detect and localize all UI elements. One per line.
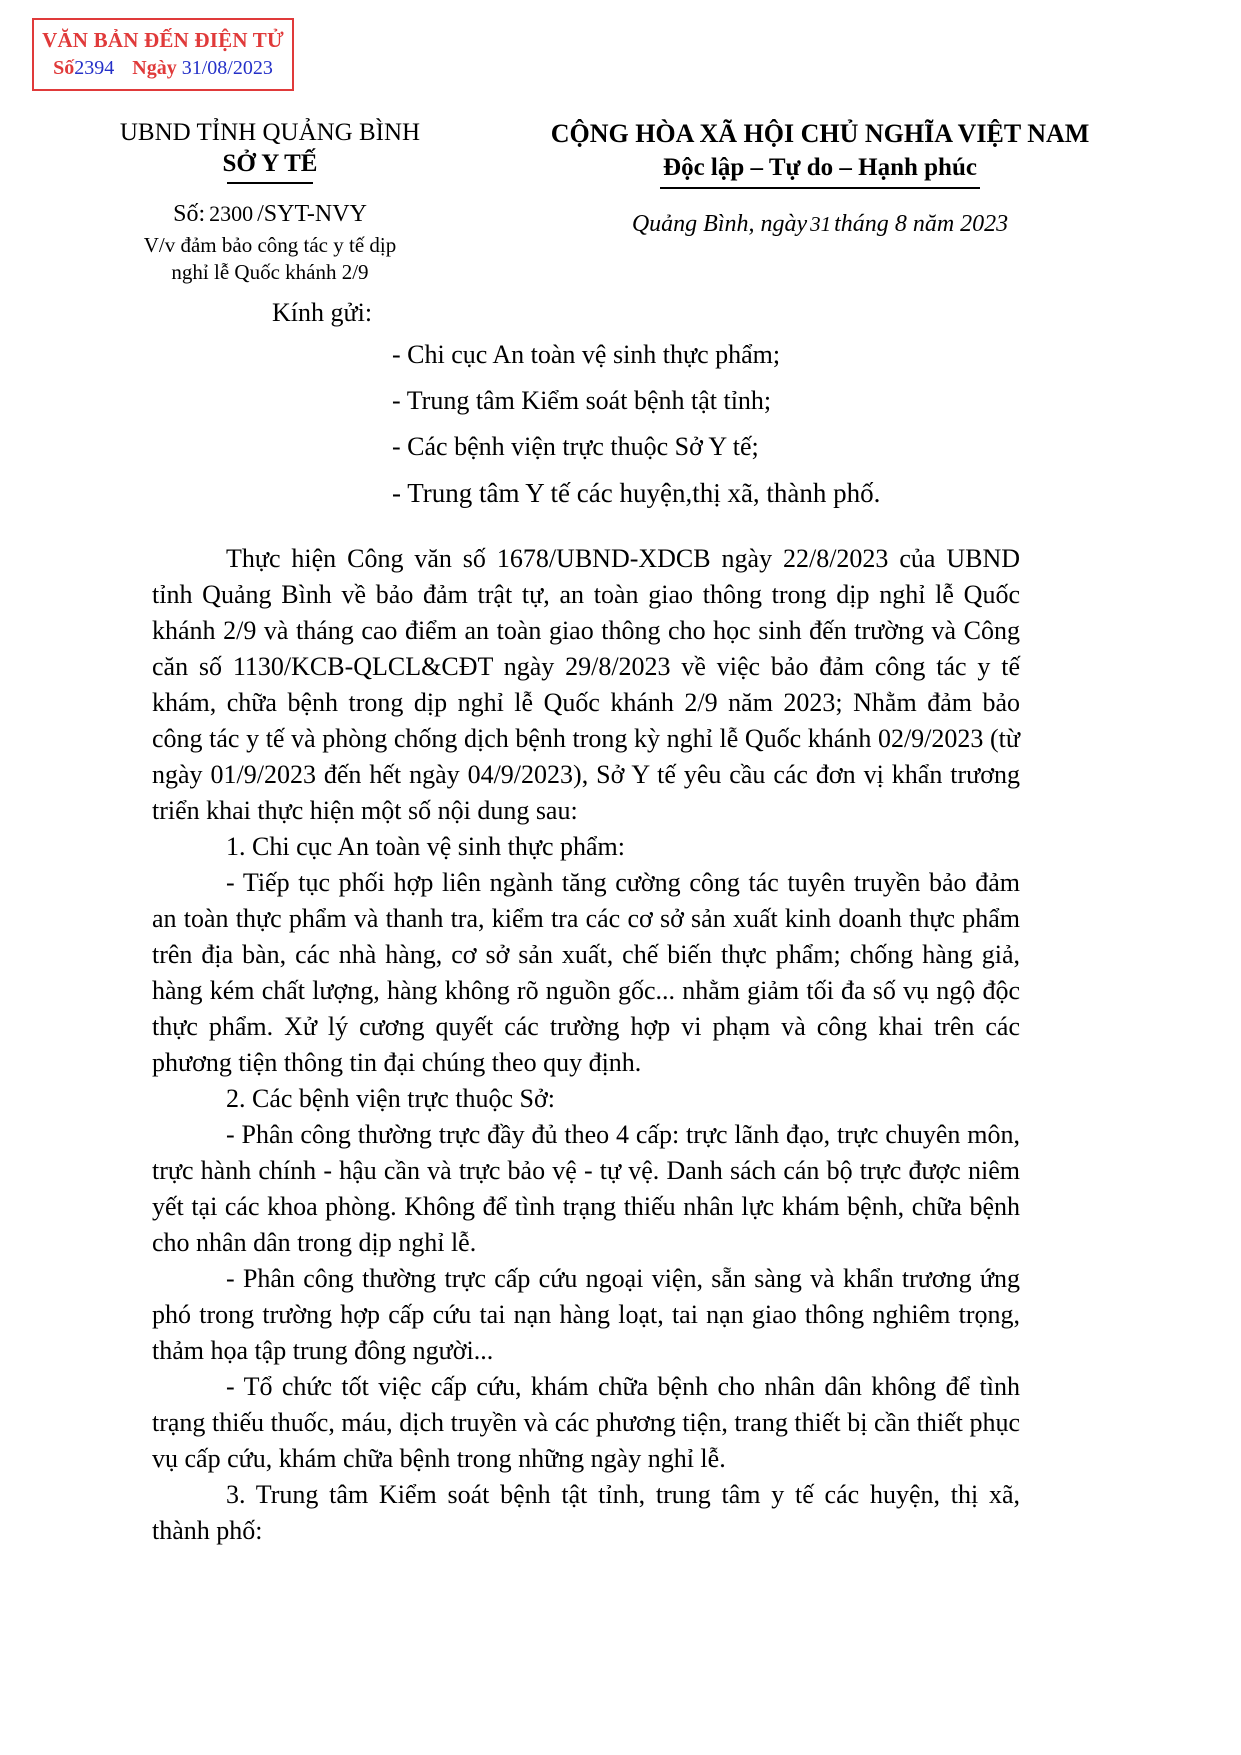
stamp-number-date-row bbox=[40, 56, 286, 81]
date-month: 8 bbox=[894, 210, 907, 237]
body-paragraph: Thực hiện Công văn số 1678/UBND-XDCB ngày 22/8/2023 của UBND tỉnh Quảng Bình về bảo đảm trật tự, an toàn giao thông trong dịp nghỉ lễ Quốc khánh 2/9 và tháng cao điểm an toàn giao thông cho học sinh đến trường và Công căn số 1130/KCB-QLCL&CĐT ngày 29/8/2023 về việc bảo đảm công tác y tế khám, chữa bệnh trong dịp nghỉ lễ Quốc khánh 2/9 năm 2023; Nhằm đảm bảo công tác y tế và phòng chống dịch bệnh trong kỳ nghỉ lễ Quốc khánh 02/9/2023 (từ ngày 01/9/2023 đến hết ngày 04/9/2023), Sở Y tế yêu cầu các đơn vị khẩn trương triển khai thực hiện một số nội dung sau: bbox=[152, 544, 1020, 825]
header-right-column bbox=[470, 118, 1170, 238]
list-item: - Trung tâm Y tế các huyện,thị xã, thành phố. bbox=[392, 478, 881, 508]
document-number-value: 2300 bbox=[209, 201, 254, 226]
document-subject-line-2: nghỉ lễ Quốc khánh 2/9 bbox=[171, 260, 369, 285]
recipients-list bbox=[392, 342, 1241, 507]
body-paragraph: 1. Chi cục An toàn vệ sinh thực phẩm: bbox=[226, 832, 625, 861]
body-paragraph: 3. Trung tâm Kiểm soát bệnh tật tỉnh, trung tâm y tế các huyện, thị xã, thành phố: bbox=[152, 1480, 1020, 1545]
document-subject bbox=[70, 232, 470, 287]
national-title: CỘNG HÒA XÃ HỘI CHỦ NGHĨA VIỆT NAM bbox=[550, 119, 1090, 148]
header-left-column bbox=[0, 118, 470, 287]
stamp-number-label: Số bbox=[53, 57, 75, 80]
body-paragraph: - Phân công thường trực đầy đủ theo 4 cấp: trực lãnh đạo, trực chuyên môn, trực hành chính - hậu cần và trực bảo vệ - tự vệ. Danh sách cán bộ trực được niêm yết tại các khoa phòng. Không để tình trạng thiếu nhân lực khám bệnh, chữa bệnh cho nhân dân trong dịp nghỉ lễ. bbox=[152, 1120, 1020, 1257]
stamp-title: VĂN BẢN ĐẾN ĐIỆN TỬ bbox=[42, 28, 284, 52]
date-year: 2023 bbox=[960, 210, 1009, 237]
place-prefix: Quảng Bình, ngày bbox=[631, 210, 808, 237]
list-item: - Các bệnh viện trực thuộc Sở Y tế; bbox=[392, 432, 759, 461]
body-paragraph: 2. Các bệnh viện trực thuộc Sở: bbox=[226, 1084, 555, 1113]
month-label: tháng bbox=[834, 210, 889, 237]
body-paragraph: - Tiếp tục phối hợp liên ngành tăng cường công tác tuyên truyền bảo đảm an toàn thực phẩm và thanh tra, kiểm tra các cơ sở sản xuất kinh doanh thực phẩm trên địa bàn, các nhà hàng, cơ sở sản xuất, chế biến thực phẩm; chống hàng giả, hàng kém chất lượng, hàng không rõ nguồn gốc... nhằm giảm tối đa số vụ ngộ độc thực phẩm. Xử lý cương quyết các trường hợp vi phạm và công khai trên các phương tiện thông tin đại chúng theo quy định. bbox=[152, 868, 1020, 1077]
date-day: 31 bbox=[810, 211, 832, 236]
document-number-suffix: /SYT-NVY bbox=[257, 201, 367, 227]
stamp-date-value: 31/08/2023 bbox=[181, 57, 273, 80]
place-and-date bbox=[470, 211, 1170, 238]
incoming-document-stamp bbox=[32, 18, 294, 91]
recipients-block bbox=[0, 298, 1241, 527]
issuing-province: UBND TỈNH QUẢNG BÌNH bbox=[119, 119, 421, 146]
recipients-heading: Kính gửi: bbox=[272, 298, 373, 327]
document-number-label: Số: bbox=[173, 201, 206, 227]
document-number-line bbox=[70, 201, 470, 228]
year-label: năm bbox=[912, 210, 955, 237]
national-motto: Độc lập – Tự do – Hạnh phúc bbox=[663, 152, 977, 183]
list-item: - Trung tâm Kiểm soát bệnh tật tỉnh; bbox=[392, 386, 772, 415]
body-paragraph: - Phân công thường trực cấp cứu ngoại viện, sẵn sàng và khẩn trương ứng phó trong trường hợp cấp cứu tai nạn hàng loạt, tai nạn giao thông nghiêm trọng, thảm họa tập trung đông người... bbox=[152, 1264, 1020, 1365]
document-header bbox=[0, 118, 1241, 287]
document-body bbox=[152, 541, 1020, 1549]
issuing-department: SỞ Y TẾ bbox=[223, 149, 318, 180]
stamp-date-label: Ngày bbox=[132, 57, 177, 80]
document-subject-line-1: V/v đảm bảo công tác y tế dịp bbox=[143, 233, 397, 257]
body-paragraph: - Tổ chức tốt việc cấp cứu, khám chữa bệnh cho nhân dân không để tình trạng thiếu thuốc, máu, dịch truyền và các phương tiện, trang thiết bị cần thiết phục vụ cấp cứu, khám chữa bệnh trong những ngày nghỉ lễ. bbox=[152, 1372, 1020, 1473]
stamp-number-value: 2394 bbox=[74, 57, 115, 80]
list-item: - Chi cục An toàn vệ sinh thực phẩm; bbox=[392, 340, 781, 369]
